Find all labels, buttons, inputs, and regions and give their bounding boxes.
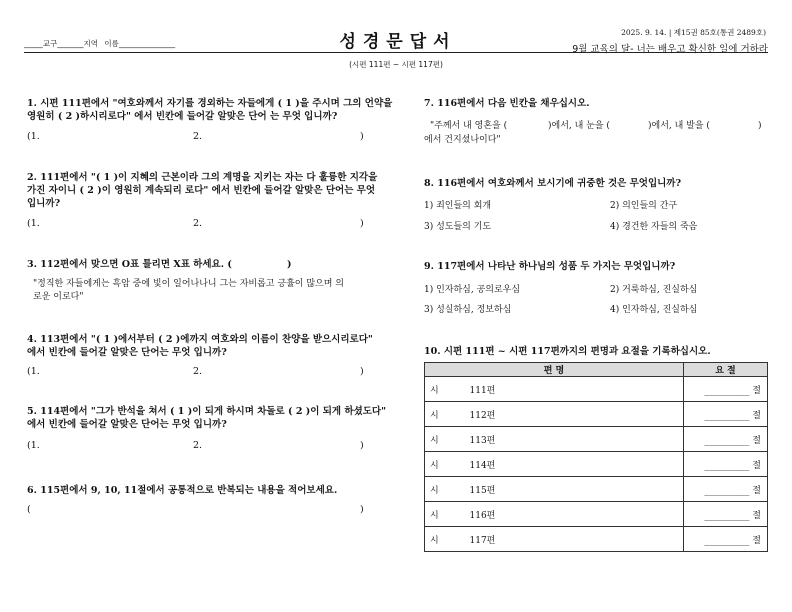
- question-2-line3: 입니까?: [27, 198, 61, 209]
- question-8-line1: 8. 116편에서 여호와께서 보시기에 귀중한 것은 무엇입니까?: [424, 178, 682, 189]
- row-verse-cell[interactable]: [684, 502, 768, 527]
- verse-unit: 절: [752, 510, 761, 521]
- answer-1-part2[interactable]: 2.: [193, 131, 203, 142]
- row-chapter: 116편: [465, 502, 684, 527]
- row-verse-cell[interactable]: [684, 377, 768, 402]
- question-1-line1: 1. 시편 111편에서 "여호와께서 자기를 경외하는 자들에게 ( 1 )을 주시며 그의 언약을: [27, 98, 393, 109]
- row-verse-cell[interactable]: [684, 402, 768, 427]
- question-2-line1: 2. 111편에서 "( 1 )이 지혜의 근본이라 그의 계명을 지키는 자는 다 훌륭한 지각을: [27, 172, 378, 183]
- question-3-quote: [33, 278, 393, 304]
- row-verse-cell[interactable]: [684, 477, 768, 502]
- table-row: [425, 377, 768, 402]
- table-row: [425, 452, 768, 477]
- question-7-quote-b[interactable]: )에서, 내 눈을 (: [548, 121, 610, 131]
- verse-blank[interactable]: __________: [704, 460, 750, 471]
- verse-unit: 절: [752, 460, 761, 471]
- question-9-option-1[interactable]: 1) 인자하심, 공의로우심: [424, 285, 521, 295]
- row-chapter: 115편: [465, 477, 684, 502]
- verse-blank[interactable]: __________: [704, 510, 750, 521]
- answer-4-close: ): [360, 366, 364, 377]
- verse-unit: 절: [752, 385, 761, 396]
- answer-5-close: ): [360, 440, 364, 451]
- table-row: [425, 502, 768, 527]
- question-9-option-4[interactable]: 4) 인자하심, 진실하심: [610, 305, 698, 315]
- question-6-line1: 6. 115편에서 9, 10, 11절에서 공통적으로 반복되는 내용을 적어보세요.: [27, 485, 338, 496]
- question-10-line1: 10. 시편 111편 ~ 시편 117편까지의 편명과 요절을 기록하십시오.: [424, 346, 711, 357]
- answer-4-part1[interactable]: (1.: [27, 366, 40, 377]
- question-8-option-1[interactable]: 1) 죄인들의 회개: [424, 201, 492, 211]
- question-3-quote-line1: "정직한 자들에게는 흑암 중에 빛이 일어나나니 그는 자비롭고 긍휼이 많으며 의: [33, 279, 344, 289]
- page-title: 성경문답서: [339, 32, 457, 52]
- question-7-quote-c[interactable]: )에서, 내 발을 (: [648, 121, 710, 131]
- verse-unit: 절: [752, 435, 761, 446]
- answer-1-close: ): [360, 131, 364, 142]
- verse-blank[interactable]: __________: [704, 410, 750, 421]
- verse-unit: 절: [752, 410, 761, 421]
- row-prefix: 시: [425, 502, 465, 527]
- header-divider: [24, 52, 768, 53]
- question-4: [27, 333, 397, 359]
- row-prefix: 시: [425, 427, 465, 452]
- row-chapter: 113편: [465, 427, 684, 452]
- question-1: [27, 97, 397, 123]
- question-3-quote-line2: 로운 이로다": [33, 292, 84, 302]
- question-2: [27, 171, 397, 210]
- issue-meta: 2025. 9. 14. | 제15권 85호(통권 2489호): [621, 28, 766, 37]
- row-verse-cell[interactable]: [684, 452, 768, 477]
- row-prefix: 시: [425, 402, 465, 427]
- scripture-range: (시편 111편 ~ 시편 117편): [349, 60, 443, 69]
- answer-5-part2[interactable]: 2.: [193, 440, 203, 451]
- row-prefix: 시: [425, 377, 465, 402]
- verse-blank[interactable]: __________: [704, 435, 750, 446]
- row-verse-cell[interactable]: [684, 527, 768, 552]
- table-row: [425, 402, 768, 427]
- question-7-quote-d[interactable]: ): [758, 121, 762, 131]
- answer-4-part2[interactable]: 2.: [193, 366, 203, 377]
- question-9-option-2[interactable]: 2) 거룩하심, 진실하심: [610, 285, 698, 295]
- question-9-option-3[interactable]: 3) 성실하심, 정보하심: [424, 305, 512, 315]
- question-8-option-4[interactable]: 4) 경건한 자들의 죽음: [610, 222, 698, 232]
- answer-5-part1[interactable]: (1.: [27, 440, 40, 451]
- question-8-option-3[interactable]: 3) 성도들의 기도: [424, 222, 492, 232]
- verse-blank[interactable]: __________: [704, 485, 750, 496]
- question-3-answer-close[interactable]: ): [287, 259, 292, 270]
- table-row: [425, 427, 768, 452]
- verse-blank[interactable]: __________: [704, 535, 750, 546]
- row-chapter: 117편: [465, 527, 684, 552]
- row-prefix: 시: [425, 452, 465, 477]
- row-prefix: 시: [425, 477, 465, 502]
- verse-blank[interactable]: __________: [704, 385, 750, 396]
- row-verse-cell[interactable]: [684, 427, 768, 452]
- answer-6-open[interactable]: (: [27, 504, 31, 515]
- monthly-theme: 9월 교육의 달- 너는 배우고 확신한 일에 거하라: [572, 44, 768, 55]
- row-chapter: 114편: [465, 452, 684, 477]
- answer-6-close: ): [360, 504, 364, 515]
- question-7-quote-a: "주께서 내 영혼을 (: [430, 121, 508, 131]
- question-9-line1: 9. 117편에서 나타난 하나님의 성품 두 가지는 무엇입니까?: [424, 261, 676, 272]
- header-key-verse: 요 절: [684, 363, 768, 377]
- table-row: [425, 527, 768, 552]
- answer-2-part2[interactable]: 2.: [193, 218, 203, 229]
- question-4-line1: 4. 113편에서 "( 1 )에서부터 ( 2 )에까지 여호와의 이름이 찬양을 받으시리로다": [27, 334, 373, 345]
- question-3-line1: 3. 112편에서 맞으면 O표 틀리면 X표 하세요. (: [27, 259, 232, 270]
- answer-2-close: ): [360, 218, 364, 229]
- row-chapter: 111편: [465, 377, 684, 402]
- row-chapter: 112편: [465, 402, 684, 427]
- question-1-line2: 영원히 ( 2 )하시리로다" 에서 빈칸에 들어갈 알맞은 단어 는 무엇 입니까?: [27, 111, 338, 122]
- header-psalm-name: 편 명: [425, 363, 684, 377]
- table-row: [425, 477, 768, 502]
- question-7-line1: 7. 116편에서 다음 빈칸을 채우십시오.: [424, 98, 590, 109]
- question-7-quote-line2: 에서 건지셨나이다": [424, 135, 501, 145]
- verse-unit: 절: [752, 535, 761, 546]
- answer-1-part1[interactable]: (1.: [27, 131, 40, 142]
- name-field[interactable]: 이름_______________: [104, 39, 176, 48]
- question-2-line2: 가진 자이니 ( 2 )이 영원히 계속되리 로다" 에서 빈칸에 들어갈 알맞은 단어는 무엇: [27, 185, 376, 196]
- church-region-field[interactable]: _____교구_______지역: [24, 39, 98, 48]
- question-4-line2: 에서 빈칸에 들어갈 알맞은 단어는 무엇 입니까?: [27, 347, 227, 358]
- question-5-line2: 에서 빈칸에 들어갈 알맞은 단어는 무엇 입니까?: [27, 419, 227, 430]
- question-5: [27, 405, 397, 431]
- question-8-option-2[interactable]: 2) 의인들의 간구: [610, 201, 678, 211]
- row-prefix: 시: [425, 527, 465, 552]
- verse-unit: 절: [752, 485, 761, 496]
- answer-2-part1[interactable]: (1.: [27, 218, 40, 229]
- question-5-line1: 5. 114편에서 "그가 반석을 쳐서 ( 1 )이 되게 하시며 차돌로 ( 2 )이 되게 하셨도다": [27, 406, 387, 417]
- table-header-row: [425, 363, 768, 377]
- psalm-verse-table: [424, 362, 768, 552]
